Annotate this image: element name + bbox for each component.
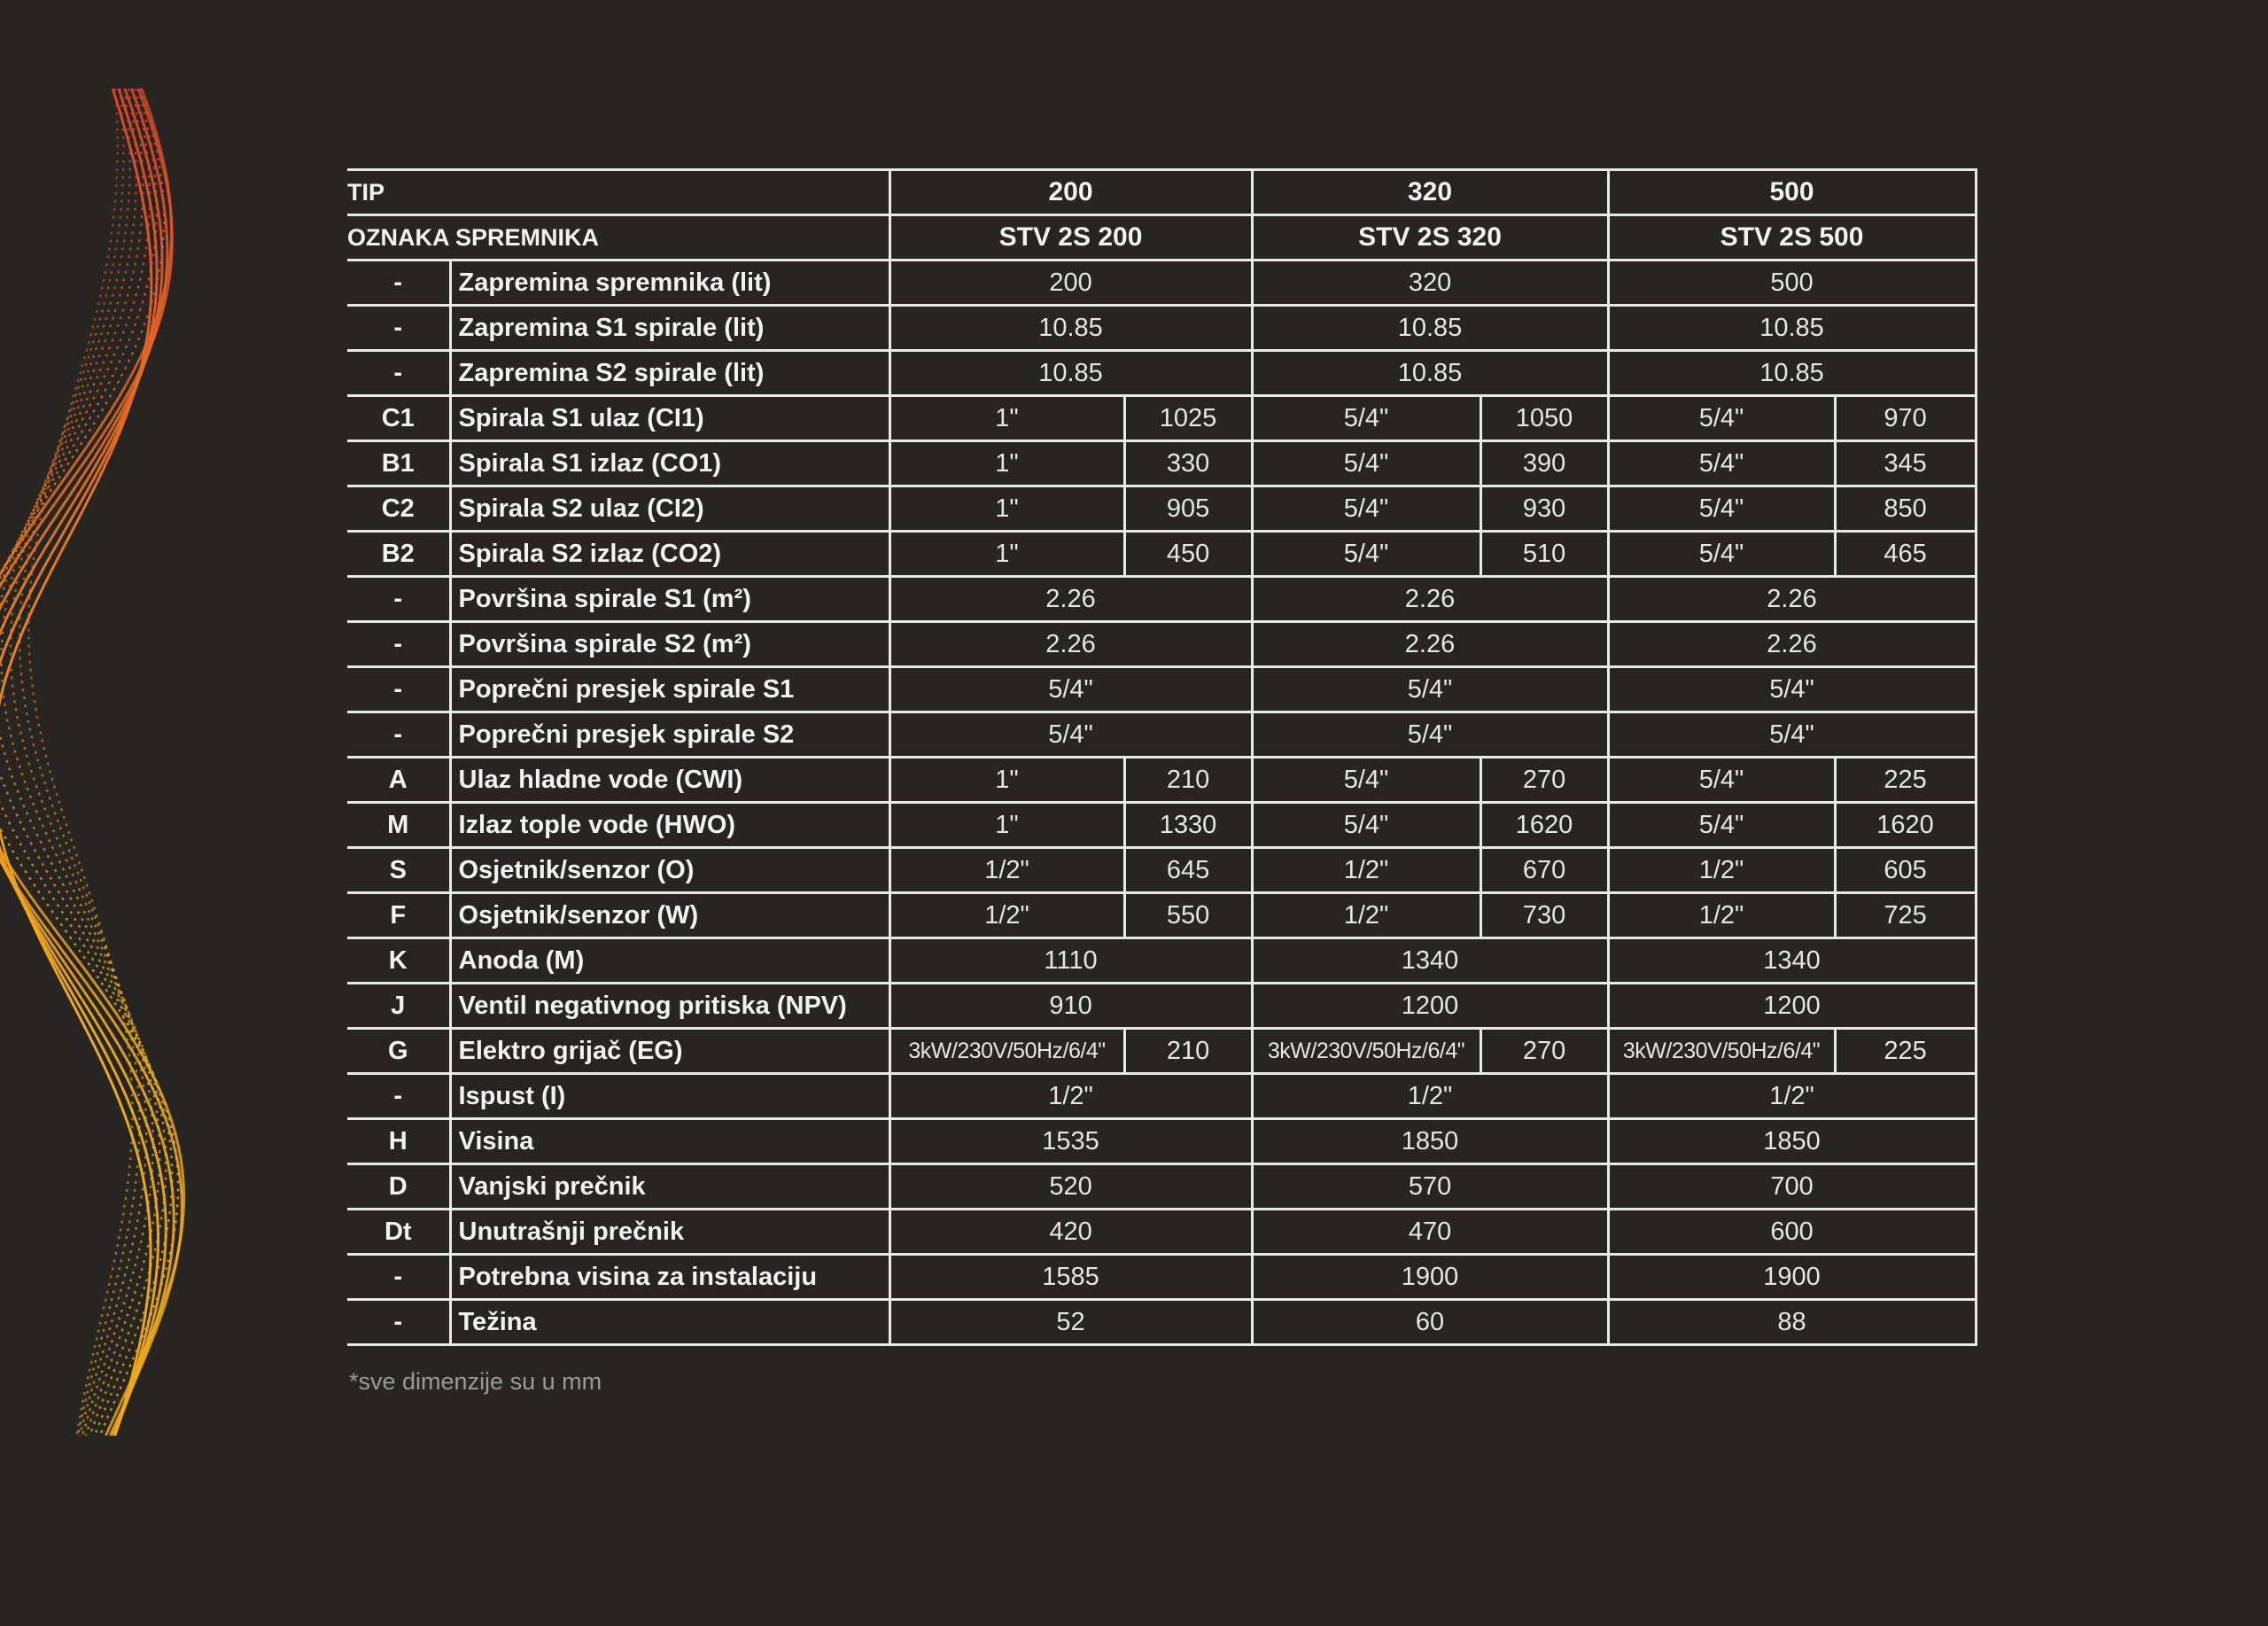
cell-connection-size: 5/4": [1252, 396, 1480, 441]
row-label: Ispust (I): [450, 1074, 889, 1119]
row-code: D: [347, 1164, 450, 1210]
cell-height-mm: 210: [1124, 758, 1252, 803]
row-label: Površina spirale S1 (m²): [450, 577, 889, 622]
oznaka-value: STV 2S 320: [1252, 215, 1608, 261]
cell-value: 1900: [1252, 1255, 1608, 1300]
row-code: -: [347, 306, 450, 351]
row-code: F: [347, 893, 450, 938]
row-code: -: [347, 712, 450, 758]
cell-connection-size: 5/4": [1252, 532, 1480, 577]
table-row: [347, 396, 1976, 441]
cell-value: 10.85: [1608, 351, 1976, 396]
cell-connection-size: 1/2": [1608, 893, 1835, 938]
table-row: [347, 532, 1976, 577]
table-row: [347, 441, 1976, 486]
row-code: A: [347, 758, 450, 803]
cell-height-mm: 1620: [1835, 803, 1976, 848]
cell-value: 1200: [1252, 984, 1608, 1029]
cell-value: 5/4": [1608, 667, 1976, 712]
row-code: B1: [347, 441, 450, 486]
cell-connection-size: 3kW/230V/50Hz/6/4": [889, 1029, 1124, 1074]
row-code: -: [347, 622, 450, 667]
cell-height-mm: 550: [1124, 893, 1252, 938]
cell-value: 1/2": [1608, 1074, 1976, 1119]
row-code: G: [347, 1029, 450, 1074]
cell-value: 910: [889, 984, 1252, 1029]
cell-connection-size: 5/4": [1608, 803, 1835, 848]
table-row: [347, 1119, 1976, 1164]
cell-connection-size: 5/4": [1252, 803, 1480, 848]
table-row: [347, 1164, 1976, 1210]
row-code: -: [347, 667, 450, 712]
row-label: Osjetnik/senzor (O): [450, 848, 889, 893]
cell-height-mm: 850: [1835, 486, 1976, 532]
table-row: [347, 803, 1976, 848]
cell-value: 5/4": [1252, 667, 1608, 712]
cell-height-mm: 450: [1124, 532, 1252, 577]
cell-value: 5/4": [889, 712, 1252, 758]
cell-value: 10.85: [889, 351, 1252, 396]
cell-connection-size: 1/2": [889, 848, 1124, 893]
cell-value: 2.26: [1608, 622, 1976, 667]
cell-value: 2.26: [1608, 577, 1976, 622]
row-label: Vanjski prečnik: [450, 1164, 889, 1210]
cell-value: 2.26: [889, 622, 1252, 667]
row-label: Spirala S2 ulaz (CI2): [450, 486, 889, 532]
tip-value: 320: [1252, 170, 1608, 215]
cell-connection-size: 1": [889, 486, 1124, 532]
cell-value: 10.85: [1252, 306, 1608, 351]
cell-value: 2.26: [889, 577, 1252, 622]
cell-height-mm: 345: [1835, 441, 1976, 486]
cell-height-mm: 730: [1480, 893, 1608, 938]
row-code: -: [347, 1255, 450, 1300]
cell-height-mm: 970: [1835, 396, 1976, 441]
cell-height-mm: 390: [1480, 441, 1608, 486]
cell-height-mm: 270: [1480, 1029, 1608, 1074]
cell-value: 10.85: [1252, 351, 1608, 396]
wave-line: [0, 89, 151, 1435]
cell-connection-size: 5/4": [1252, 486, 1480, 532]
cell-connection-size: 1/2": [889, 893, 1124, 938]
row-label: Poprečni presjek spirale S1: [450, 667, 889, 712]
cell-height-mm: 465: [1835, 532, 1976, 577]
tip-value: 200: [889, 170, 1252, 215]
row-code: J: [347, 984, 450, 1029]
cell-connection-size: 1": [889, 441, 1124, 486]
cell-connection-size: 1": [889, 396, 1124, 441]
footnote: *sve dimenzije su u mm: [349, 1368, 602, 1395]
cell-value: 88: [1608, 1300, 1976, 1345]
row-code: M: [347, 803, 450, 848]
table-row: [347, 486, 1976, 532]
row-code: -: [347, 261, 450, 306]
table-row-oznaka: [347, 215, 1976, 261]
row-code: K: [347, 938, 450, 984]
row-code: -: [347, 1074, 450, 1119]
wave-line: [0, 89, 172, 1435]
cell-value: 570: [1252, 1164, 1608, 1210]
cell-value: 1200: [1608, 984, 1976, 1029]
row-code: Dt: [347, 1210, 450, 1255]
row-code: -: [347, 577, 450, 622]
row-label: Zapremina S2 spirale (lit): [450, 351, 889, 396]
oznaka-value: STV 2S 500: [1608, 215, 1976, 261]
row-label: Površina spirale S2 (m²): [450, 622, 889, 667]
table-row: [347, 893, 1976, 938]
row-label: Elektro grijač (EG): [450, 1029, 889, 1074]
cell-value: 470: [1252, 1210, 1608, 1255]
cell-height-mm: 1330: [1124, 803, 1252, 848]
table-row: [347, 1300, 1976, 1345]
spec-table: [347, 168, 1977, 1346]
row-label: Zapremina spremnika (lit): [450, 261, 889, 306]
table-row: [347, 712, 1976, 758]
wave-line: [0, 89, 166, 1435]
cell-value: 2.26: [1252, 622, 1608, 667]
row-label: Ulaz hladne vode (CWI): [450, 758, 889, 803]
table-row: [347, 1029, 1976, 1074]
row-code: H: [347, 1119, 450, 1164]
cell-connection-size: 5/4": [1608, 396, 1835, 441]
cell-value: 1535: [889, 1119, 1252, 1164]
wave-line: [2, 89, 153, 1435]
cell-height-mm: 1620: [1480, 803, 1608, 848]
row-label: Težina: [450, 1300, 889, 1345]
cell-height-mm: 510: [1480, 532, 1608, 577]
table-row: [347, 1255, 1976, 1300]
wave-line: [0, 89, 159, 1435]
tip-value: 500: [1608, 170, 1976, 215]
cell-height-mm: 1050: [1480, 396, 1608, 441]
table-row: [347, 577, 1976, 622]
cell-connection-size: 1": [889, 532, 1124, 577]
row-label: Anoda (M): [450, 938, 889, 984]
cell-height-mm: 225: [1835, 1029, 1976, 1074]
row-code: B2: [347, 532, 450, 577]
cell-height-mm: 930: [1480, 486, 1608, 532]
cell-connection-size: 1": [889, 758, 1124, 803]
cell-connection-size: 1/2": [1608, 848, 1835, 893]
cell-value: 700: [1608, 1164, 1976, 1210]
cell-connection-size: 3kW/230V/50Hz/6/4": [1608, 1029, 1835, 1074]
row-label: Izlaz tople vode (HWO): [450, 803, 889, 848]
cell-value: 60: [1252, 1300, 1608, 1345]
row-label: Spirala S1 ulaz (CI1): [450, 396, 889, 441]
row-label: Spirala S2 izlaz (CO2): [450, 532, 889, 577]
wave-line: [28, 89, 132, 1435]
wave-line: [0, 89, 166, 1435]
cell-height-mm: 1025: [1124, 396, 1252, 441]
table-row: [347, 848, 1976, 893]
cell-connection-size: 5/4": [1608, 441, 1835, 486]
cell-value: 1850: [1252, 1119, 1608, 1164]
row-label: Ventil negativnog pritiska (NPV): [450, 984, 889, 1029]
cell-value: 420: [889, 1210, 1252, 1255]
cell-value: 10.85: [889, 306, 1252, 351]
table-row: [347, 1074, 1976, 1119]
cell-value: 520: [889, 1164, 1252, 1210]
row-code: C2: [347, 486, 450, 532]
row-label: Spirala S1 izlaz (CO1): [450, 441, 889, 486]
cell-connection-size: 5/4": [1608, 532, 1835, 577]
row-label: Zapremina S1 spirale (lit): [450, 306, 889, 351]
cell-height-mm: 225: [1835, 758, 1976, 803]
wave-line: [19, 89, 139, 1435]
cell-connection-size: 5/4": [1252, 441, 1480, 486]
cell-value: 320: [1252, 261, 1608, 306]
row-label: Unutrašnji prečnik: [450, 1210, 889, 1255]
table-row: [347, 1210, 1976, 1255]
decorative-wave-lines: [0, 0, 230, 1626]
row-label: Potrebna visina za instalaciju: [450, 1255, 889, 1300]
cell-value: 1/2": [1252, 1074, 1608, 1119]
cell-value: 500: [1608, 261, 1976, 306]
oznaka-value: STV 2S 200: [889, 215, 1252, 261]
cell-height-mm: 725: [1835, 893, 1976, 938]
table-row: [347, 261, 1976, 306]
cell-height-mm: 670: [1480, 848, 1608, 893]
cell-value: 600: [1608, 1210, 1976, 1255]
cell-connection-size: 1": [889, 803, 1124, 848]
cell-height-mm: 605: [1835, 848, 1976, 893]
cell-connection-size: 1/2": [1252, 848, 1480, 893]
cell-height-mm: 330: [1124, 441, 1252, 486]
cell-height-mm: 645: [1124, 848, 1252, 893]
cell-value: 1/2": [889, 1074, 1252, 1119]
table-row: [347, 667, 1976, 712]
wave-line: [0, 89, 174, 1435]
cell-value: 1585: [889, 1255, 1252, 1300]
cell-value: 2.26: [1252, 577, 1608, 622]
row-code: -: [347, 351, 450, 396]
cell-value: 52: [889, 1300, 1252, 1345]
cell-connection-size: 5/4": [1608, 486, 1835, 532]
table-row: [347, 306, 1976, 351]
cell-value: 1900: [1608, 1255, 1976, 1300]
row-label: Visina: [450, 1119, 889, 1164]
cell-height-mm: 905: [1124, 486, 1252, 532]
cell-value: 1850: [1608, 1119, 1976, 1164]
cell-value: 5/4": [1608, 712, 1976, 758]
row-code: -: [347, 1300, 450, 1345]
row-label: Poprečni presjek spirale S2: [450, 712, 889, 758]
tip-label: TIP: [347, 170, 889, 215]
cell-value: 5/4": [1252, 712, 1608, 758]
oznaka-label: OZNAKA SPREMNIKA: [347, 215, 889, 261]
row-label: Osjetnik/senzor (W): [450, 893, 889, 938]
cell-value: 1340: [1608, 938, 1976, 984]
row-code: C1: [347, 396, 450, 441]
cell-height-mm: 210: [1124, 1029, 1252, 1074]
wave-line: [0, 89, 158, 1435]
cell-connection-size: 5/4": [1252, 758, 1480, 803]
cell-value: 5/4": [889, 667, 1252, 712]
cell-connection-size: 5/4": [1608, 758, 1835, 803]
table-row: [347, 938, 1976, 984]
cell-value: 10.85: [1608, 306, 1976, 351]
table-row: [347, 984, 1976, 1029]
table-row: [347, 622, 1976, 667]
table-row: [347, 758, 1976, 803]
cell-value: 200: [889, 261, 1252, 306]
table-row: [347, 351, 1976, 396]
cell-height-mm: 270: [1480, 758, 1608, 803]
cell-connection-size: 1/2": [1252, 893, 1480, 938]
row-code: S: [347, 848, 450, 893]
cell-value: 1110: [889, 938, 1252, 984]
cell-connection-size: 3kW/230V/50Hz/6/4": [1252, 1029, 1480, 1074]
table-row-tip: [347, 170, 1976, 215]
wave-line: [11, 89, 146, 1435]
wave-line: [0, 89, 182, 1435]
cell-value: 1340: [1252, 938, 1608, 984]
